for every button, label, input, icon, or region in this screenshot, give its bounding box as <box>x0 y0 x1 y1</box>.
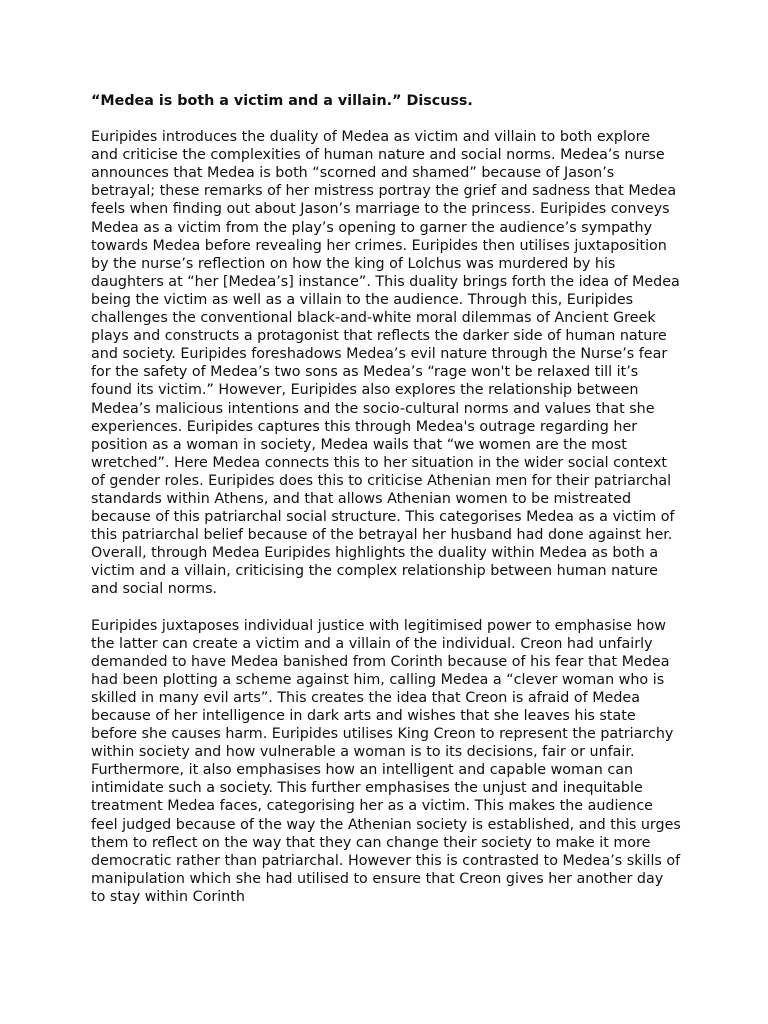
essay-paragraph-2: Euripides juxtaposes individual justice with legitimised power to emphasise how the latter can create a victim and a villain of the individual. Creon had unfairly demanded to have Medea banished from Corinth because of his fear that Medea had been plotting a scheme against him, calling Medea a “clever woman who is skilled in many evil arts”. This creates the idea that Creon is afraid of Medea because of her intelligence in dark arts and wishes that she leaves his state before she causes harm. Euripides utilises King Creon to represent the patriarchy within society and how vulnerable a woman is to its decisions, fair or unfair. Furthermore, it also emphasises how an intelligent and capable woman can intimidate such a society. This further emphasises the unjust and inequitable treatment Medea faces, categorising her as a victim. This makes the audience feel judged because of the way the Athenian society is established, and this urges them to reflect on the way that they can change their society to make it more democratic rather than patriarchal. However this is contrasted to Medea’s skills of manipulation which she had utilised to ensure that Creon gives her another day to stay within Corinth <box>91 617 681 905</box>
document-page <box>91 92 681 924</box>
essay-paragraph-1: Euripides introduces the duality of Medea as victim and villain to both explore and criticise the complexities of human nature and social norms. Medea’s nurse announces that Medea is both “scorned and shamed” because of Jason’s betrayal; these remarks of her mistress portray the grief and sadness that Medea feels when finding out about Jason’s marriage to the princess. Euripides conveys Medea as a victim from the play’s opening to garner the audience’s sympathy towards Medea before revealing her crimes. Euripides then utilises juxtaposition by the nurse’s reflection on how the king of Lolchus was murdered by his daughters at “her [Medea’s] instance”. This duality brings forth the idea of Medea being the victim as well as a villain to the audience. Through this, Euripides challenges the conventional black-and-white moral dilemmas of Ancient Greek plays and constructs a protagonist that reflects the darker side of human nature and society. Euripides foreshadows Medea’s evil nature through the Nurse’s fear for the safety of Medea’s two sons as Medea’s “rage won't be relaxed till it’s found its victim.” However, Euripides also explores the relationship between Medea’s malicious intentions and the socio-cultural norms and values that she experiences. Euripides captures this through Medea's outrage regarding her position as a woman in society, Medea wails that “we women are the most wretched”. Here Medea connects this to her situation in the wider social context of gender roles. Euripides does this to criticise Athenian men for their patriarchal standards within Athens, and that allows Athenian women to be mistreated because of this patriarchal social structure. This categorises Medea as a victim of this patriarchal belief because of the betrayal her husband had done against her. Overall, through Medea Euripides highlights the duality within Medea as both a victim and a villain, criticising the complex relationship between human nature and social norms. <box>91 129 680 598</box>
essay-title: “Medea is both a victim and a villain.” Discuss. <box>91 93 473 109</box>
